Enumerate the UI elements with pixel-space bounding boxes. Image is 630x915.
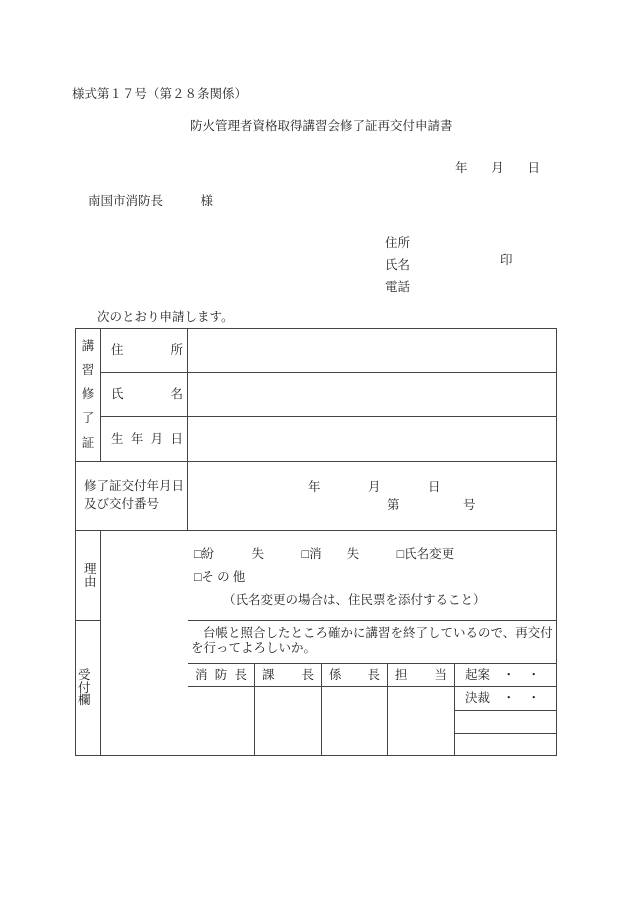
issue-day-label: 日 [428,480,441,494]
vertical-label-char: 講 [81,339,95,353]
reason-checkbox-line1: □紛 失 □消 失 □氏名変更 [194,547,455,561]
page-title: 防火管理者資格取得講習会修了証再交付申請書 [190,119,453,133]
draft-date-cell: 起案 ・ ・ [455,664,556,687]
approver-header-staff: 担 当 [388,664,455,687]
signature-box-staff [388,687,455,755]
issue-row-label-cell [76,462,188,531]
issue-input-cell [188,462,556,531]
birthdate-input-cell [188,417,556,462]
signature-box-section-chief [255,687,322,755]
approval-date-cell: 決裁 ・ ・ [455,687,556,711]
addressee-line: 南国市消防長 様 [88,194,214,208]
form-number: 様式第１７号（第２８条関係） [72,87,248,101]
issue-label-line1: 修了証交付年月日 [84,479,185,493]
reception-cell [188,621,556,755]
certificate-vertical-label [76,329,101,462]
reception-row-label: 受 付 欄 [78,668,91,708]
reason-input-cell [188,531,556,621]
issue-year-label: 年 [308,480,321,494]
reception-row-label-cell [76,621,101,755]
signature-box-fire-chief [188,687,255,755]
birthdate-row-label-cell [101,417,188,462]
signature-box-subsection-chief [322,687,388,755]
name-input-cell [188,373,556,417]
vertical-label-char: 了 [81,411,95,426]
approval-blank-cell [455,734,556,755]
approver-header-section-chief: 課 長 [255,664,322,687]
application-table [75,328,557,756]
issue-label-line2: 及び交付番号 [84,497,160,511]
address-label: 住所 [385,236,411,250]
reason-checkbox-line2: □そ の 他 [194,570,246,584]
name-row-label: 氏 名 [111,387,183,402]
approver-header-subsection-chief: 係 長 [322,664,388,687]
phone-label: 電話 [385,280,411,294]
seal-mark: 印 [500,253,513,267]
approval-grid [188,663,556,755]
approver-header-fire-chief: 消 防 長 [188,664,255,687]
address-row-label: 住 所 [111,343,183,358]
reason-row-label-cell [76,531,101,621]
birthdate-row-label: 生 年 月 日 [111,431,183,446]
applicant-contact-block [385,232,410,298]
issue-number-suffix: 号 [463,498,476,512]
vertical-label-char: 習 [81,363,95,378]
name-label: 氏名 [385,258,411,272]
issue-month-label: 月 [368,480,381,494]
reception-confirm-text: 台帳と照合したところ確かに講習を終了しているので、再交付を行ってよろしいか。 [191,626,553,655]
vertical-label-char: 修 [81,387,95,402]
intro-sentence: 次のとおり申請します。 [97,310,234,324]
approval-blank-cell [455,711,556,734]
date-line: 年 月 日 [455,161,540,175]
address-input-cell [188,329,556,373]
reason-note: （氏名変更の場合は、住民票を添付すること） [223,593,486,607]
reason-row-label: 理 由 [84,562,97,589]
vertical-label-char: 証 [81,435,95,450]
name-row-label-cell [101,373,188,417]
address-row-label-cell [101,329,188,373]
issue-number-prefix: 第 [387,498,400,512]
